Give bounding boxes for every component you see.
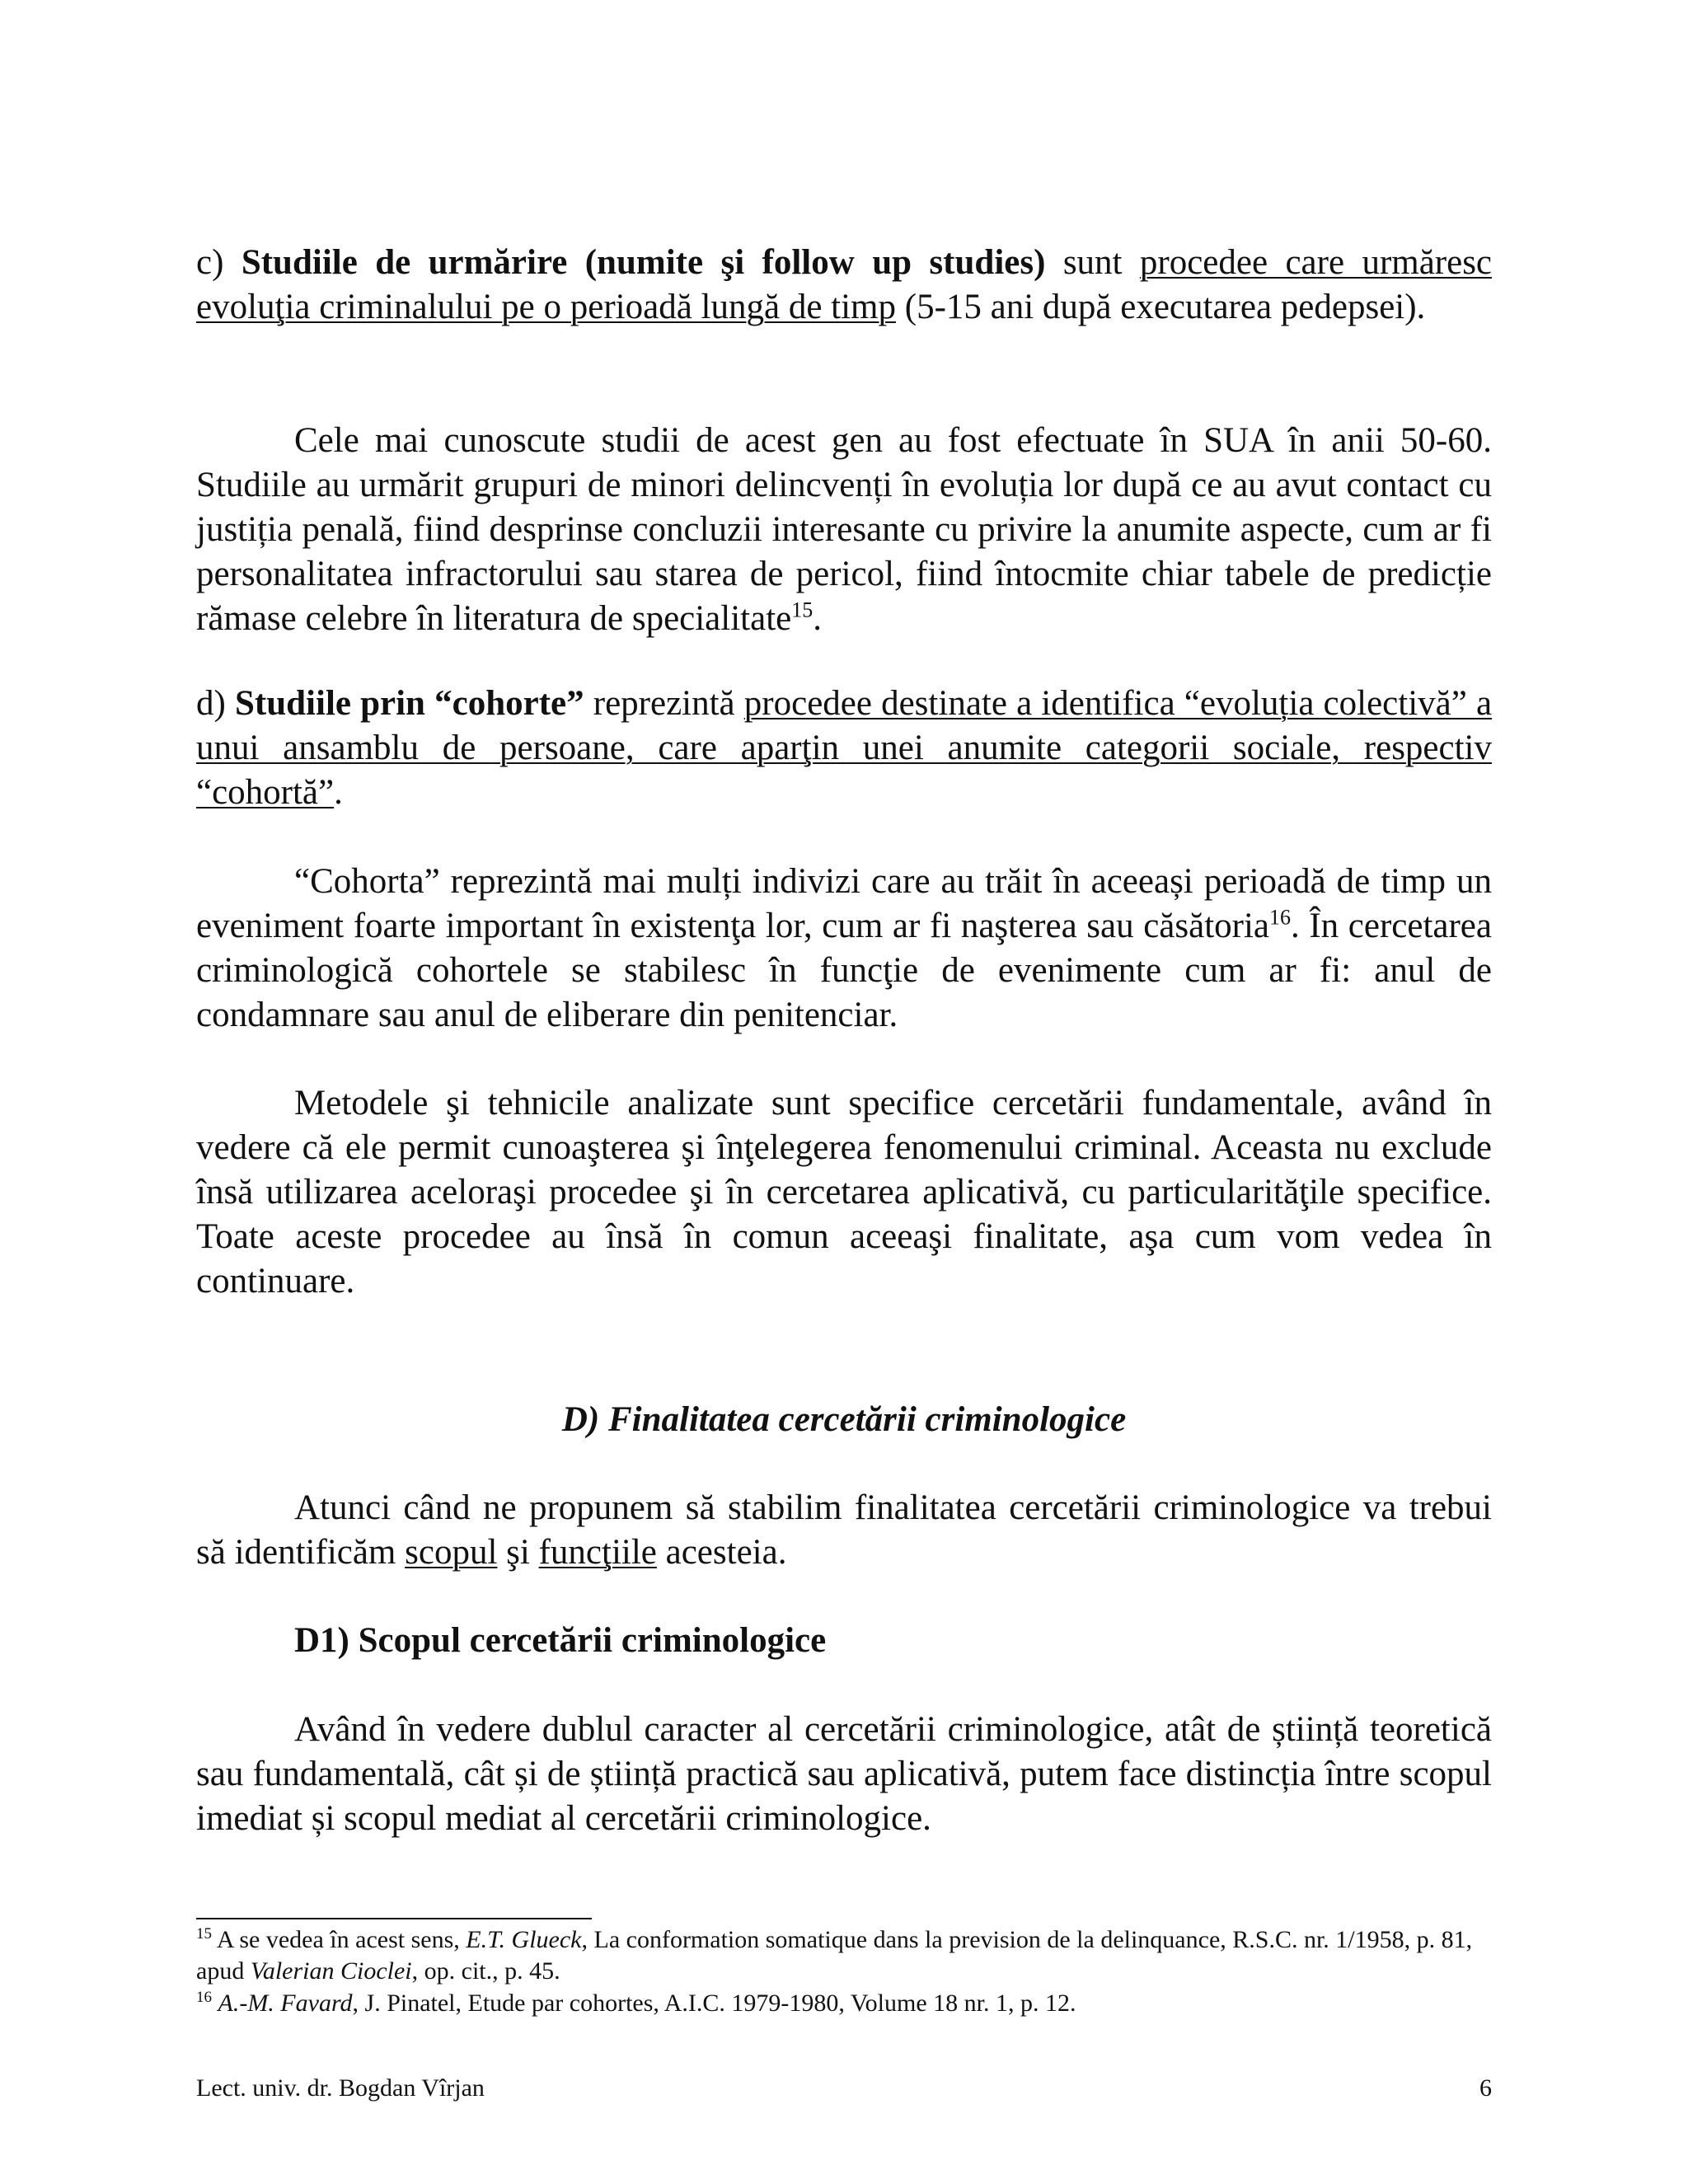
footnote-text: , La conformation somatique dans la prevision de la delinquance, R.S.C. nr. 1/1958, p. 81, apud: [196, 1926, 1473, 1985]
footnote-author: E.T. Glueck: [466, 1926, 582, 1953]
paragraph-text: .: [334, 773, 343, 812]
footnote-number: 15: [196, 1925, 212, 1943]
footnote-separator: [196, 1918, 592, 1919]
term-cohort-studies: Studiile prin “cohorte”: [234, 684, 584, 723]
footnote-number: 16: [196, 1989, 212, 2006]
footnote-author: A.-M. Favard: [218, 1990, 353, 2017]
paragraph-text: . În cercetarea criminologică cohortele se stabilesc în funcţie de evenimente cum ar fi: anul de condamnare sau anul de eliberare din penitenciar.: [196, 907, 1492, 1034]
paragraph-text: Cele mai cunoscute studii de acest gen au fost efectuate în SUA în anii 50-60. Studiile au urmărit grupuri de minori delincvenți în evoluția lor după ce au avut contact cu justiția penală, fiind desprinse concluzii interesante cu privire la anumite aspecte, cum ar fi personalitatea infractorului sau starea de pericol, fiind întocmite chiar tabele de predicție rămase celebre în literatura de specialitate: [196, 421, 1492, 638]
paragraph-text: .: [813, 599, 822, 638]
paragraph-text: (5-15 ani după executarea pedepsei).: [904, 288, 1426, 326]
paragraph-text: “Cohorta” reprezintă mai mulți indivizi care au trăit în aceeași perioadă de timp un eveniment foarte important în existenţa lor, cum ar fi naşterea sau căsătoria: [196, 862, 1492, 945]
page-number: 6: [1479, 2074, 1492, 2102]
paragraph-atunci: [196, 1486, 1492, 1575]
underlined-scopul: scopul: [405, 1533, 498, 1572]
footnote-text: , op. cit., p. 45.: [411, 1957, 560, 1985]
underlined-functiile: funcţiile: [538, 1533, 657, 1572]
footnote-16: [196, 1988, 1492, 2019]
footnote-text: A se vedea în acest sens,: [216, 1926, 460, 1953]
paragraph-cohort-studies: [196, 682, 1492, 815]
paragraph-text: acesteia.: [665, 1533, 787, 1572]
subsection-heading: D1) Scopul cercetării criminologice: [294, 1621, 827, 1660]
paragraph-text: Atunci când ne propunem să stabilim finalitatea cercetării criminologice va trebui să identificăm: [196, 1488, 1492, 1572]
definition-underlined: procedee destinate a identifica “evoluția colectivă” a unui ansamblu de persoane, care aparţin unei anumite categorii sociale, respectiv “cohortă”: [196, 684, 1493, 812]
definition-underlined: procedee care urmăresc evoluţia criminalului pe o perioadă lungă de timp: [196, 243, 1493, 326]
footnote-text: , J. Pinatel, Etude par cohortes, A.I.C. 1979-1980, Volume 18 nr. 1, p. 12.: [352, 1990, 1076, 2017]
list-label: d): [196, 684, 226, 723]
footnote-ref-16[interactable]: 16: [1269, 905, 1291, 930]
list-label: c): [196, 243, 224, 282]
paragraph-text: sunt: [1062, 243, 1123, 282]
paragraph-text: reprezintă: [593, 684, 735, 723]
paragraph-text: Metodele şi tehnicile analizate sunt specifice cercetării fundamentale, având în vedere că ele permit cunoaşterea şi înţelegerea fenomenului criminal. Aceasta nu exclude însă utilizarea aceloraşi procedee şi în cercetarea aplicativă, cu particularităţile specifice. Toate aceste procedee au însă în comun aceeaşi finalitate, aşa cum vom vedea în continuare.: [196, 1084, 1492, 1301]
paragraph-avand: [196, 1708, 1492, 1841]
paragraph-sua-studies: [196, 419, 1492, 641]
paragraph-metodele: [196, 1081, 1492, 1304]
term-follow-up-studies: Studiile de urmărire (numite şi follow up studies): [241, 243, 1046, 282]
paragraph-text: Având în vedere dublul caracter al cercetării criminologice, atât de știință teoretică sau fundamentală, cât și de știință practică sau aplicativă, putem face distincția între scopul imediat și scopul mediat al cercetării criminologice.: [196, 1710, 1492, 1838]
section-heading: D) Finalitatea cercetării criminologice: [561, 1400, 1127, 1439]
footnote-author: Valerian Cioclei: [250, 1957, 412, 1985]
paragraph-text: şi: [506, 1533, 530, 1572]
paragraph-cohorta: [196, 860, 1492, 1038]
footer-author: Lect. univ. dr. Bogdan Vîrjan: [196, 2074, 485, 2102]
footnote-15: [196, 1924, 1492, 1987]
footnote-ref-15[interactable]: 15: [791, 598, 814, 622]
paragraph-follow-up-studies: [196, 241, 1492, 330]
